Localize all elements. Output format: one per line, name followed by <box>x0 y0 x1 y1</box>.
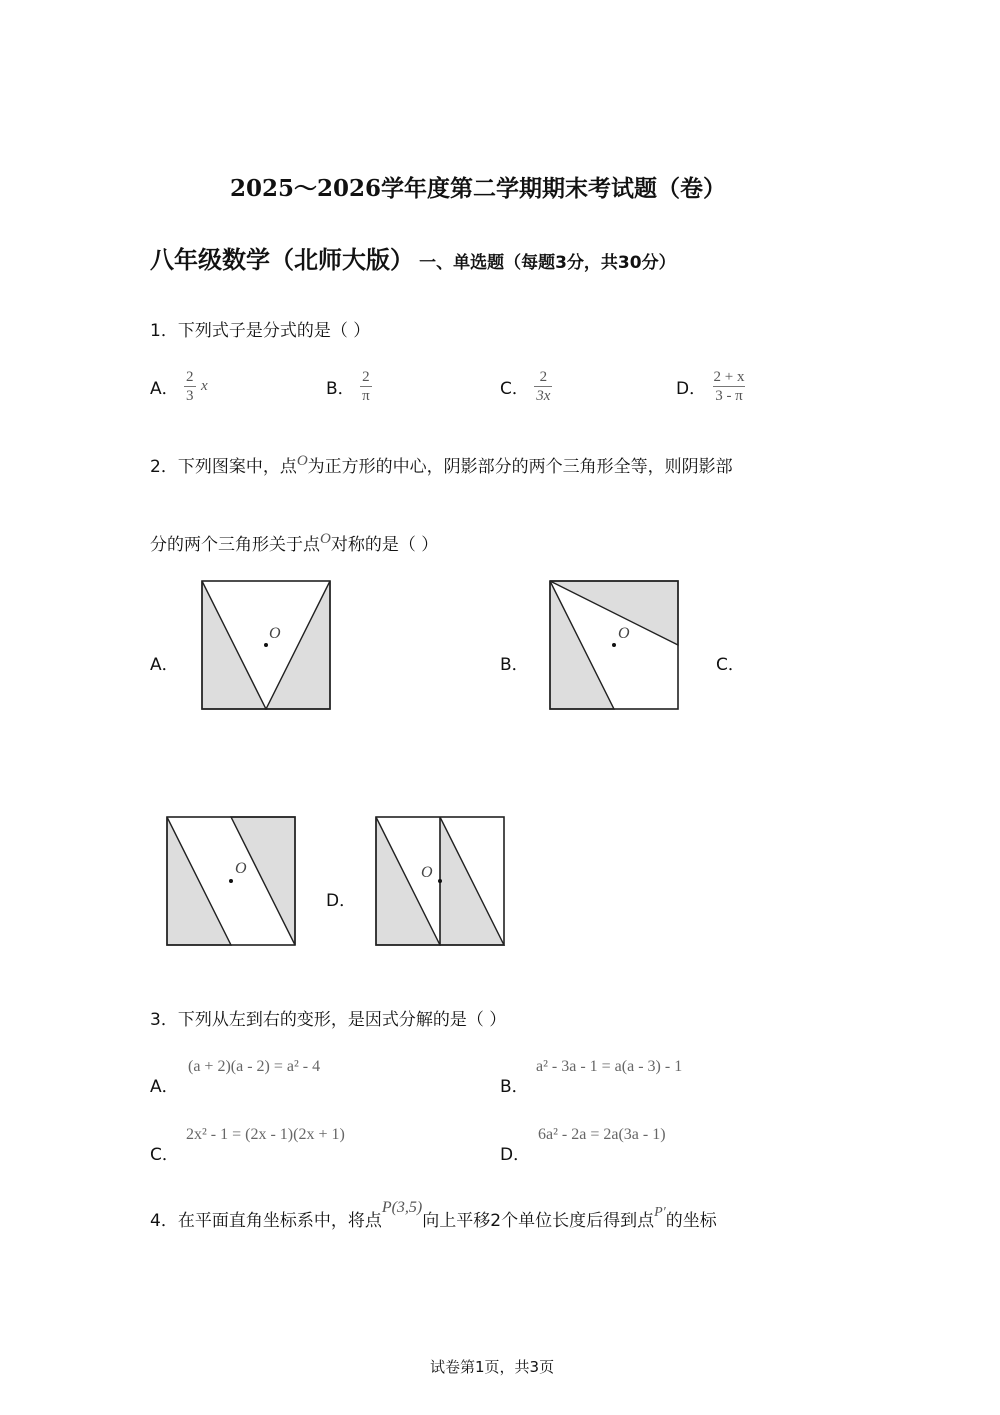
q2-point-o-2: O <box>320 531 331 547</box>
q2-label-b: B． <box>500 655 529 675</box>
q1-d-fraction <box>712 368 747 405</box>
q3-label-c: C． <box>150 1145 179 1165</box>
q1-d-den: 3 - π <box>715 388 743 404</box>
q1-d-num: 2 + x <box>713 369 745 385</box>
q1-c-den: 3x <box>536 388 551 404</box>
grade-subject: 八年级数学（北师大版） <box>150 246 414 274</box>
q1-b-fraction <box>360 368 372 405</box>
q2-c-shade-right <box>231 817 295 945</box>
q2-figure-b <box>548 579 680 711</box>
q2-label-d: D． <box>326 891 357 911</box>
q2-point-o: O <box>296 453 308 469</box>
q1-a-fraction <box>184 368 196 405</box>
q2-d-center <box>438 879 442 883</box>
q3-label-d: D． <box>500 1145 531 1165</box>
q1-b-num: 2 <box>362 369 370 385</box>
q1-stem: 1．下列式子是分式的是（ ） <box>150 321 371 341</box>
q2-figure-d <box>374 815 506 947</box>
q2-d-shade-left <box>376 817 440 945</box>
q4-point-p: P(3,5) <box>381 1199 423 1216</box>
q1-b-label: B． <box>326 379 355 399</box>
q2-c-label-o: O <box>235 860 247 877</box>
q1-a-label: A． <box>150 379 179 399</box>
q3-label-b: B． <box>500 1077 529 1097</box>
q2-c-center <box>229 879 233 883</box>
q1-b-den: π <box>362 388 370 404</box>
q3-label-a: A． <box>150 1077 179 1097</box>
q1-option-d <box>676 368 746 405</box>
q2-figure-a <box>200 579 332 711</box>
q1-option-a <box>150 368 208 405</box>
q2-b-label-o: O <box>618 625 630 642</box>
q2-b-center <box>612 643 616 647</box>
q2-c-shade-left <box>167 817 231 945</box>
q1-a-var: x <box>200 378 208 394</box>
q3-expr-c: 2x² - 1 = (2x - 1)(2x + 1) <box>186 1126 345 1143</box>
subtitle-line <box>150 240 676 275</box>
q1-c-label: C． <box>500 379 529 399</box>
section-heading: 一、单选题（每题3分，共30分） <box>419 253 676 273</box>
q2-stem-line1 <box>150 452 733 477</box>
q2-label-c: C． <box>716 655 745 675</box>
q2-a-shade-left <box>202 581 266 709</box>
q1-d-label: D． <box>676 379 707 399</box>
q4-text3: 的坐标 <box>665 1211 717 1231</box>
q2-a-shade-right <box>266 581 330 709</box>
q1-c-num: 2 <box>539 369 548 385</box>
q2-d-shade-right <box>440 817 504 945</box>
q3-stem: 3．下列从左到右的变形，是因式分解的是（ ） <box>150 1010 507 1030</box>
q1-a-num: 2 <box>186 369 194 385</box>
q4-text2: 向上平移2个单位长度后得到点 <box>422 1211 655 1231</box>
q3-expr-a: (a + 2)(a - 2) = a² - 4 <box>188 1058 321 1075</box>
page-footer: 试卷第1页，共3页 <box>430 1358 555 1376</box>
q1-option-c <box>500 368 552 405</box>
q2-stem-text4: 对称的是（ ） <box>330 535 439 555</box>
q2-stem-line2 <box>150 530 438 555</box>
q2-d-label-o: O <box>421 864 433 881</box>
q1-a-den: 3 <box>186 388 194 404</box>
q2-figure-c <box>165 815 297 947</box>
q2-a-label-o: O <box>269 625 281 642</box>
q2-a-center <box>264 643 268 647</box>
exam-title: 2025～2026学年度第二学期期末考试题（卷） <box>230 175 727 202</box>
q4-text1: 4．在平面直角坐标系中，将点 <box>150 1211 382 1231</box>
q4-stem <box>150 1199 717 1231</box>
q1-c-fraction <box>534 368 552 405</box>
q2-stem-text3: 分的两个三角形关于点 <box>150 535 320 555</box>
q3-expr-b: a² - 3a - 1 = a(a - 3) - 1 <box>536 1058 683 1075</box>
q3-expr-d: 6a² - 2a = 2a(3a - 1) <box>538 1126 666 1143</box>
q2-label-a: A． <box>150 655 179 675</box>
q1-option-b <box>326 368 372 405</box>
q4-point-p-prime: P′ <box>654 1205 666 1220</box>
q2-stem-text2: 为正方形的中心，阴影部分的两个三角形全等，则阴影部 <box>307 457 733 477</box>
q2-stem-text1: 2．下列图案中，点 <box>150 457 297 477</box>
